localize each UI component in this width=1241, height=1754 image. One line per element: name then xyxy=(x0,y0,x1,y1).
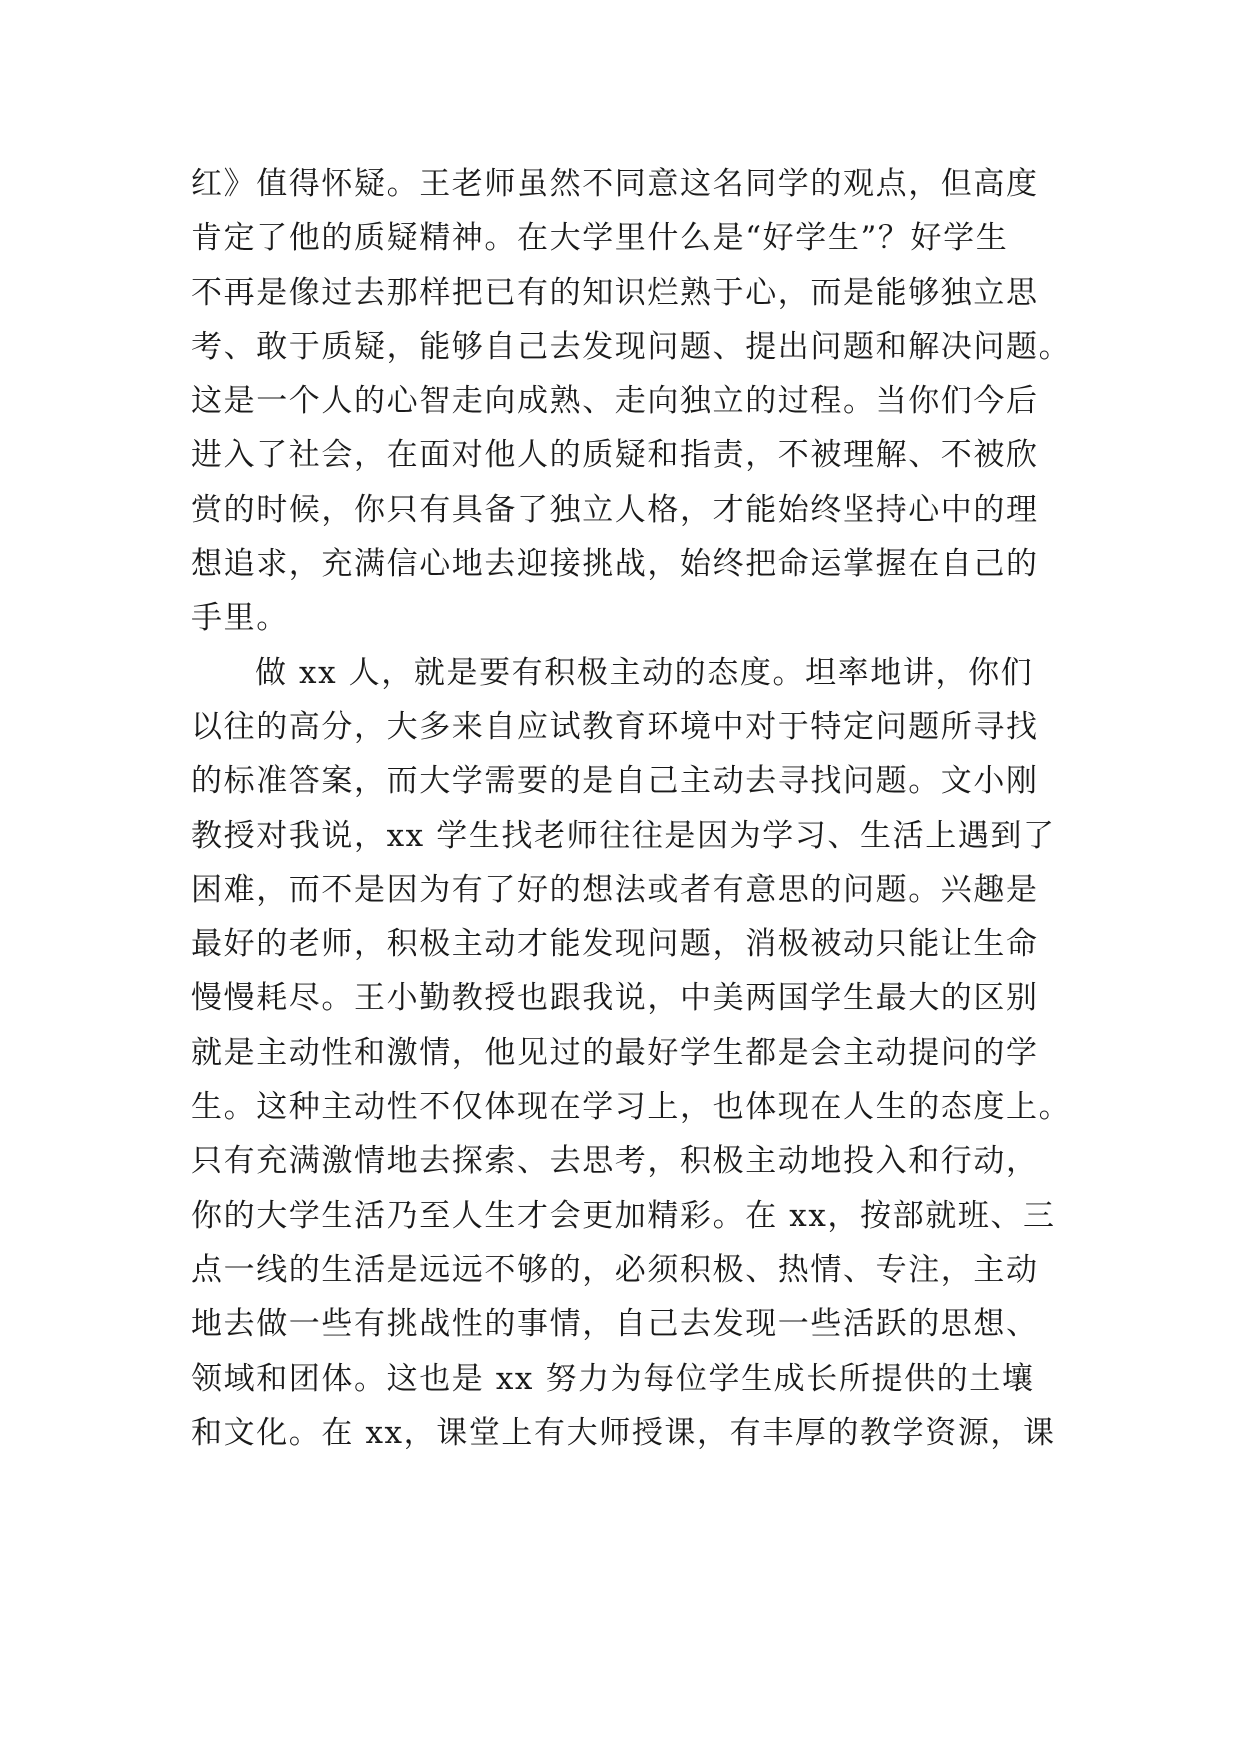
text-line: 困难，而不是因为有了好的想法或者有意思的问题。兴趣是 xyxy=(191,871,1039,908)
text-line: 只有充满激情地去探索、去思考，积极主动地投入和行动， xyxy=(191,1143,1039,1180)
text-line: 红》值得怀疑。王老师虽然不同意这名同学的观点，但高度 xyxy=(191,166,1039,202)
text-line: 的标准答案，而大学需要的是自己主动去寻找问题。文小刚 xyxy=(191,763,1039,800)
text-line: 手里。 xyxy=(191,600,289,637)
text-line: 赏的时候，你只有具备了独立人格，才能始终坚持心中的理 xyxy=(191,491,1039,528)
text-line: 想追求，充满信心地去迎接挑战，始终把命运掌握在自己的 xyxy=(191,546,1039,583)
text-line: 进入了社会，在面对他人的质疑和指责，不被理解、不被欣 xyxy=(191,437,1039,474)
text-line: 和文化。在 xx，课堂上有大师授课，有丰厚的教学资源，课 xyxy=(191,1414,1056,1451)
text-line: 地去做一些有挑战性的事情，自己去发现一些活跃的思想、 xyxy=(191,1306,1039,1343)
text-line: 教授对我说，xx 学生找老师往往是因为学习、生活上遇到了 xyxy=(191,817,1056,854)
text-line: 以往的高分，大多来自应试教育环境中对于特定问题所寻找 xyxy=(191,708,1039,745)
body-text xyxy=(191,157,1071,1460)
text-line: 生。这种主动性不仅体现在学习上，也体现在人生的态度上。 xyxy=(191,1089,1072,1126)
text-line: 慢慢耗尽。王小勤教授也跟我说，中美两国学生最大的区别 xyxy=(191,980,1039,1017)
text-line: 领域和团体。这也是 xx 努力为每位学生成长所提供的土壤 xyxy=(191,1360,1035,1397)
text-line: 这是一个人的心智走向成熟、走向独立的过程。当你们今后 xyxy=(191,383,1039,420)
text-line: 点一线的生活是远远不够的，必须积极、热情、专注，主动 xyxy=(191,1251,1039,1288)
paragraph-first-line: 做 xx 人，就是要有积极主动的态度。坦率地讲，你们 xyxy=(255,654,1034,691)
text-line: 考、敢于质疑，能够自己去发现问题、提出问题和解决问题。 xyxy=(191,328,1072,365)
text-line: 就是主动性和激情，他见过的最好学生都是会主动提问的学 xyxy=(191,1034,1039,1071)
text-line: 肯定了他的质疑精神。在大学里什么是“好学生”？好学生 xyxy=(191,220,1009,257)
text-line: 不再是像过去那样把已有的知识烂熟于心，而是能够独立思 xyxy=(191,274,1039,311)
text-line: 你的大学生活乃至人生才会更加精彩。在 xx，按部就班、三 xyxy=(191,1197,1056,1234)
text-line: 最好的老师，积极主动才能发现问题，消极被动只能让生命 xyxy=(191,926,1039,963)
